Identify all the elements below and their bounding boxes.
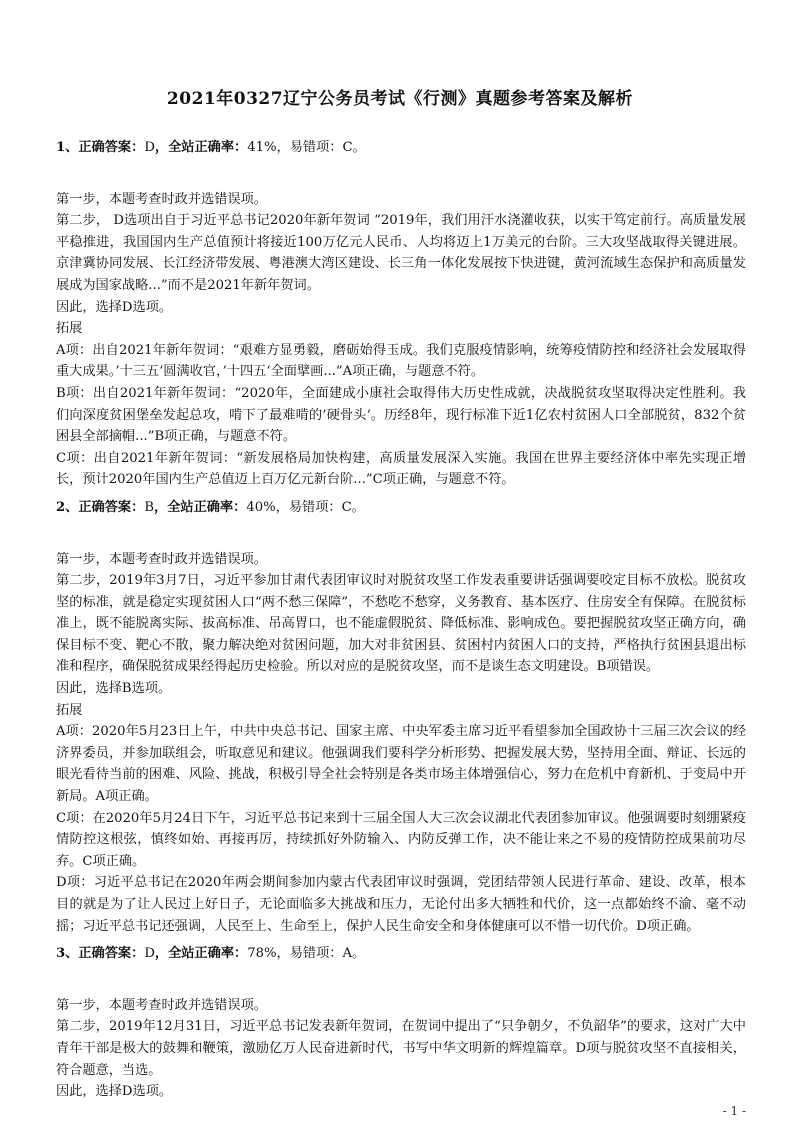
q3-step2: 第二步，2019年12月31日，习近平总书记发表新年贺词，在贺词中提出了“只争朝夕，不负韶华”的要求，这对广大中青年干部是极大的鼓舞和鞭策，激励亿万人民奋进新时代，书写中华文明新的辉煌篇章。D项与脱贫攻坚不直接相关，符合题意，当选。 — [56, 1019, 746, 1078]
answer-value: D — [144, 140, 155, 155]
wrong-option: ，易错项：C。 — [275, 499, 365, 515]
q2-option-d: D项：习近平总书记在2020年两会期间参加内蒙古代表团审议时强调，党团结带领人民进行革命、建设、改革，根本目的就是为了让人民过上好日子，无论面临多大挑战和压力，无论付出多大牺牲和代价，这一点都始终不渝、毫不动摇；习近平总书记还强调，人民至上、生命至上，保护人民生命安全和身体健康可以不惜一切代价。D项正确。 — [56, 875, 746, 934]
answer-line-2 — [56, 497, 746, 519]
wrong-option: ，易错项：A。 — [276, 946, 366, 962]
page-number: - 1 - — [722, 1104, 746, 1118]
q3-conclusion: 因此，选择D选项。 — [56, 1084, 173, 1100]
q2-step2: 第二步，2019年3月7日，习近平参加甘肃代表团审议时对脱贫攻坚工作发表重要讲话强调要咬定目标不放松。脱贫攻坚的标准，就是稳定实现贫困人口“两不愁三保障”，不愁吃不愁穿，义务教育、基本医疗、住房安全有保障。在脱贫标准上，既不能脱离实际、拔高标准、吊高胃口，也不能虚假脱贫、降低标准、影响成色。要把握脱贫攻坚正确方向，确保目标不变、靶心不散，聚力解决绝对贫困问题，加大对非贫困县、贫困村内贫困人口的支持，严格执行贫困县退出标准和程序，确保脱贫成果经得起历史检验。所以对应的是脱贫攻坚，而不是谈生态文明建设。B项错误。 — [56, 573, 746, 675]
q1-step1: 第一步，本题考查时政并选错误项。 — [56, 191, 267, 207]
rate-label: ，全站正确率： — [154, 499, 247, 515]
answer-label: 1、正确答案： — [56, 140, 145, 155]
document-body — [56, 131, 746, 1103]
q1-option-b: B项：出自2021年新年贺词：“2020年，全面建成小康社会取得伟大历史性成就，决战脱贫攻坚取得决定性胜利。我们向深度贫困堡垒发起总攻，啃下了最难啃的’硬骨头‘。历经8年，现行标准下近1亿农村贫困人口全部脱贫，832个贫困县全部摘帽...”B项正确，与题意不符。 — [56, 385, 746, 445]
answer-line-1 — [56, 137, 746, 159]
q2-option-c: C项：在2020年5月24日下午，习近平总书记来到十三届全国人大三次会议湖北代表团参加审议。他强调要时刻绷紧疫情防控这根弦，慎终如始、再接再厉，持续抓好外防输入、内防反弹工作，决不能让来之不易的疫情防控成果前功尽弃。C项正确。 — [56, 810, 746, 869]
q2-extension-heading: 拓展 — [56, 702, 83, 718]
q2-step1: 第一步，本题考查时政并选错误项。 — [56, 551, 267, 567]
answer-value: B — [144, 499, 155, 515]
rate-label: ，全站正确率： — [154, 140, 248, 155]
rate-value: 78% — [247, 946, 277, 962]
rate-value: 41% — [247, 140, 277, 155]
answer-line-3 — [56, 943, 746, 965]
wrong-option: ，易错项：C。 — [276, 140, 366, 155]
answer-label: 2、正确答案： — [56, 499, 145, 515]
q1-extension-heading: 拓展 — [56, 321, 83, 337]
rate-label: ，全站正确率： — [154, 946, 248, 962]
answer-label: 3、正确答案： — [56, 946, 145, 962]
q3-step1: 第一步，本题考查时政并选错误项。 — [56, 997, 267, 1013]
page-title: 2021年0327辽宁公务员考试《行测》真题参考答案及解析 — [166, 89, 634, 109]
q1-option-a: A项：出自2021年新年贺词：“艰难方显勇毅，磨砺始得玉成。我们克服疫情影响，统筹疫情防控和经济社会发展取得重大成果。’十三五‘圆满收官，’十四五‘全面擘画...”A项正确，与题意不符。 — [56, 342, 746, 380]
q1-conclusion: 因此，选择D选项。 — [56, 299, 173, 315]
q1-option-c: C项：出自2021年新年贺词：“新发展格局加快构建，高质量发展深入实施。我国在世界主要经济体中率先实现正增长，预计2020年国内生产总值迈上百万亿元新台阶...”C项正确，与题意不符。 — [56, 450, 746, 488]
rate-value: 40% — [246, 499, 276, 515]
answer-value: D — [144, 946, 155, 962]
q1-step2: 第二步， D选项出自于习近平总书记2020年新年贺词 “2019年，我们用汗水浇灌收获，以实干笃定前行。高质量发展平稳推进，我国国内生产总值预计将接近100万亿元人民币、人均将迈上1万美元的台阶。三大攻坚战取得关键进展。京津冀协同发展、长江经济带发展、粤港澳大湾区建设、长三角一体化发展按下快进键，黄河流域生态保护和高质量发展成为国家战略...”而不是2021年新年贺词。 — [56, 213, 746, 293]
q2-conclusion: 因此，选择B选项。 — [56, 681, 172, 697]
q2-option-a: A项：2020年5月23日上午，中共中央总书记、国家主席、中央军委主席习近平看望参加全国政协十三届三次会议的经济界委员，并参加联组会，听取意见和建议。他强调我们要科学分析形势、把握发展大势，坚持用全面、辩证、长远的眼光看待当前的困难、风险、挑战，积极引导全社会特别是各类市场主体增强信心，努力在危机中育新机、于变局中开新局。A项正确。 — [56, 724, 746, 805]
